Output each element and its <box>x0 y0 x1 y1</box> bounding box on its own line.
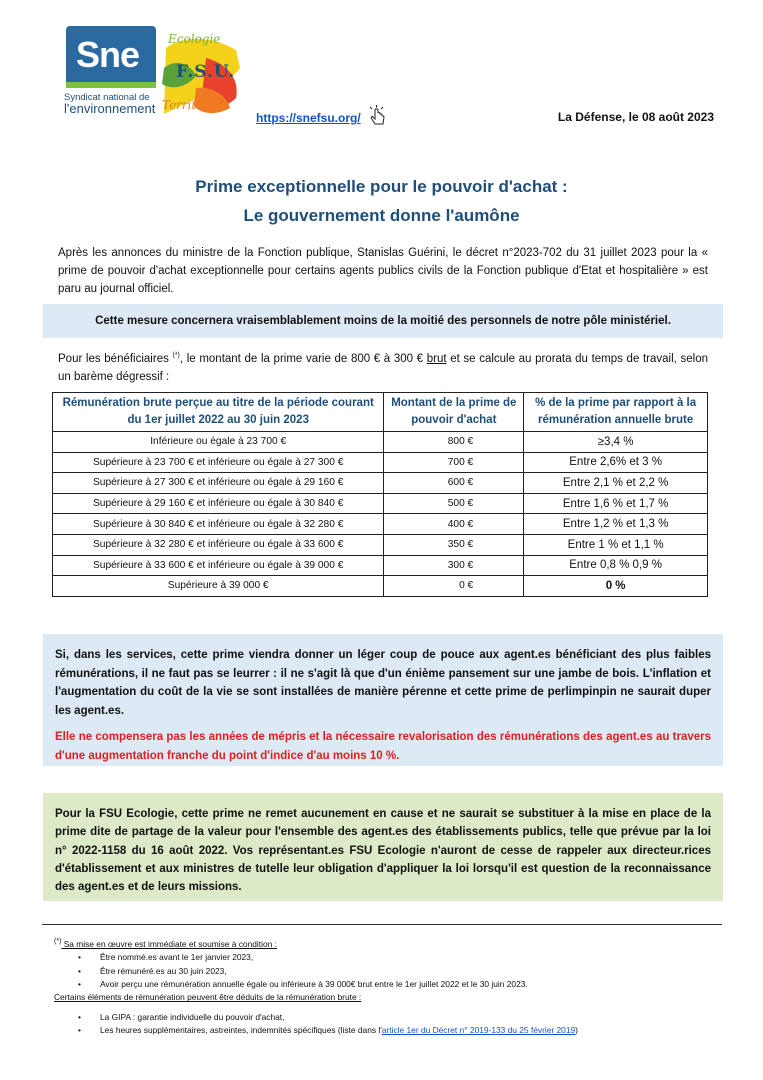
list-item: • Avoir perçu une rémunération annuelle égale ou inférieure à 39 000€ brut entre le 1er juillet 2022 et le 30 juin 2023. <box>54 978 714 991</box>
beneficiaries-paragraph <box>58 347 708 386</box>
fsu-logo-ecologie: Ecologie <box>168 32 221 46</box>
analysis-box <box>43 634 723 766</box>
deductions-list <box>54 1011 714 1038</box>
row-remuneration: Supérieure à 29 160 € et inférieure ou égale à 30 840 € <box>53 493 384 514</box>
table-row <box>53 452 708 473</box>
fsu-logo-main: F.S.U. <box>176 62 236 82</box>
beneficiaries-text-2: , le montant de la prime varie de 800 € à 300 € <box>179 352 427 365</box>
row-percentage: Entre 2,6% et 3 % <box>524 452 708 473</box>
footnote-separator <box>42 924 722 925</box>
sne-caption-line1: Syndicat national de <box>64 92 150 103</box>
footnote-title <box>54 935 714 951</box>
row-percentage: Entre 0,8 % 0,9 % <box>524 555 708 576</box>
table-row <box>53 534 708 555</box>
fsu-ecologie-logo <box>156 28 244 124</box>
row-remuneration: Inférieure ou égale à 23 700 € <box>53 432 384 453</box>
row-amount: 800 € <box>384 432 524 453</box>
highlight-band: Cette mesure concernera vraisemblablement moins de la moitié des personnels de notre pôle ministériel. <box>43 304 723 338</box>
row-amount: 500 € <box>384 493 524 514</box>
list-item: • La GIPA : garantie individuelle du pouvoir d'achat, <box>54 1011 714 1024</box>
row-amount: 300 € <box>384 555 524 576</box>
row-remuneration: Supérieure à 27 300 € et inférieure ou égale à 29 160 € <box>53 473 384 494</box>
row-percentage: Entre 1,2 % et 1,3 % <box>524 514 708 535</box>
fsu-position-paragraph: Pour la FSU Ecologie, cette prime ne remet aucunement en cause et ne saurait se substituer à la mise en place de la prime dite de partage de la valeur pour l'ensemble des agent.es des établissements publics, telle que prévue par la loi n° 2022-1158 du 16 août 2022. Vos représentant.es FSU Ecologie n'auront de cesse de rappeler aux directeur.rices d'établissement et aux ministres de tutelle leur obligation d'appliquer la loi lorsqu'il est question de la reconnaissance des agent.es et de leurs missions. <box>55 808 711 894</box>
beneficiaries-text-3: et se calcule au prorata du temps de travail, selon un barème dégressif : <box>58 352 708 383</box>
row-remuneration: Supérieure à 23 700 € et inférieure ou égale à 27 300 € <box>53 452 384 473</box>
footnote-title-mark: (*) <box>54 938 62 945</box>
website-link[interactable]: https://snefsu.org/ <box>256 111 361 125</box>
deduction-close: ) <box>575 1025 578 1036</box>
decree-link[interactable]: article 1er du Décret n° 2019-133 du 25 février 2019 <box>381 1025 576 1036</box>
pointer-hand-icon <box>366 104 390 128</box>
column-header-remuneration: Rémunération brute perçue au titre de la période courant du 1er juillet 2022 au 30 juin 2023 <box>53 393 384 432</box>
row-remuneration: Supérieure à 30 840 € et inférieure ou égale à 32 280 € <box>53 514 384 535</box>
row-remuneration: Supérieure à 39 000 € <box>53 576 384 597</box>
list-item: • Être nommé.es avant le 1er janvier 2023, <box>54 951 714 964</box>
conditions-list <box>54 951 714 991</box>
sne-logo-text: Sne <box>76 34 140 75</box>
row-amount: 700 € <box>384 452 524 473</box>
beneficiaries-underlined: brut <box>426 352 447 365</box>
table-row <box>53 576 708 597</box>
table-row <box>53 514 708 535</box>
list-item-decree <box>54 1024 714 1037</box>
document-date: La Défense, le 08 août 2023 <box>557 110 714 124</box>
row-remuneration: Supérieure à 32 280 € et inférieure ou égale à 33 600 € <box>53 534 384 555</box>
table-row <box>53 473 708 494</box>
table-row <box>53 493 708 514</box>
intro-paragraph: Après les annonces du ministre de la Fonction publique, Stanislas Guérini, le décret n°2023-702 du 31 juillet 2023 pour la « prime de pouvoir d'achat exceptionnelle pour certains agents publics civils de la Fonction publique d'Etat et hospitalière » est paru au journal officiel. <box>58 247 708 295</box>
row-percentage: Entre 1,6 % et 1,7 % <box>524 493 708 514</box>
row-percentage: 0 % <box>524 576 708 597</box>
footnote-marker: (*) <box>172 352 180 359</box>
column-header-percentage: % de la prime par rapport à la rémunération annuelle brute <box>524 393 708 432</box>
prime-scale-table <box>52 392 708 597</box>
row-remuneration: Supérieure à 33 600 € et inférieure ou égale à 39 000 € <box>53 555 384 576</box>
row-amount: 0 € <box>384 576 524 597</box>
column-header-amount: Montant de la prime de pouvoir d'achat <box>384 393 524 432</box>
footnote-title-text: Sa mise en œuvre est immédiate et soumise à condition : <box>61 938 277 949</box>
row-amount: 350 € <box>384 534 524 555</box>
analysis-paragraph: Si, dans les services, cette prime viendra donner un léger coup de pouce aux agent.es bénéficiant des plus faibles rémunérations, il ne faut pas se leurrer : il ne s'agit là que d'un énième pansement sur une jambe de bois. L'inflation et l'augmentation du coût de la vie se sont installées de manière pérenne et cette prime de perlimpinpin ne saurait duper les agent.es. <box>55 649 711 717</box>
table-row <box>53 555 708 576</box>
beneficiaries-text-1: Pour les bénéficiaires <box>58 352 169 365</box>
row-percentage: Entre 2,1 % et 2,2 % <box>524 473 708 494</box>
page-title <box>0 172 763 230</box>
row-percentage: Entre 1 % et 1,1 % <box>524 534 708 555</box>
row-amount: 600 € <box>384 473 524 494</box>
sne-logo <box>66 26 156 88</box>
title-line2: Le gouvernement donne l'aumône <box>243 206 520 225</box>
footnotes <box>54 935 714 1038</box>
analysis-warning: Elle ne compensera pas les années de mépris et la nécessaire revalorisation des rémunérations des agent.es au travers d'une augmentation franche du point d'indice d'au moins 10 %. <box>55 731 711 762</box>
table-header-row <box>53 393 708 432</box>
title-line1: Prime exceptionnelle pour le pouvoir d'achat : <box>195 177 568 196</box>
sne-caption-line2: l'environnement <box>64 101 156 116</box>
row-amount: 400 € <box>384 514 524 535</box>
fsu-position-box <box>43 793 723 901</box>
table-row <box>53 432 708 453</box>
row-percentage: ≥3,4 % <box>524 432 708 453</box>
deductions-title: Certains éléments de rémunération peuvent être déduits de la rémunération brute : <box>54 992 362 1003</box>
sne-logo-bar <box>66 82 156 88</box>
fsu-logo-territ: Territ <box>162 98 197 112</box>
list-item: • Être rémunéré.es au 30 juin 2023, <box>54 965 714 978</box>
letterhead <box>58 26 718 136</box>
deduction-text: Les heures supplémentaires, astreintes, indemnités spécifiques (liste dans l' <box>100 1025 382 1036</box>
